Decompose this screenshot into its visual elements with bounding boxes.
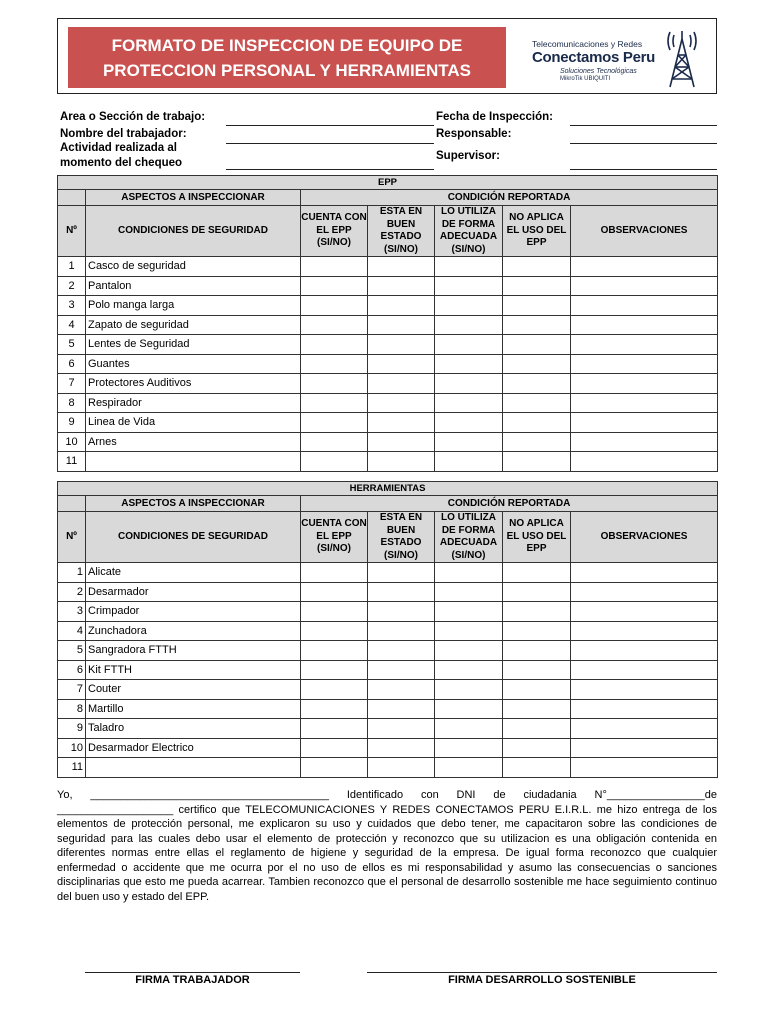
form-title-line2: PROTECCION PERSONAL Y HERRAMIENTAS [102, 60, 472, 80]
observaciones-cell[interactable] [571, 719, 718, 739]
row-item: Couter [86, 680, 301, 700]
actividad-label-2: momento del chequeo [60, 157, 183, 169]
responsable-field[interactable] [570, 143, 717, 144]
observaciones-cell[interactable] [571, 296, 718, 316]
observaciones-cell[interactable] [571, 452, 718, 472]
estado-cell[interactable] [368, 582, 435, 602]
herramientas-cuenta-header: CUENTA CON EL EPP (SI/NO) [301, 512, 368, 563]
table-row [58, 641, 718, 661]
row-item: Kit FTTH [86, 660, 301, 680]
nombre-label: Nombre del trabajador: [60, 128, 187, 140]
row-item [86, 452, 301, 472]
table-row [58, 660, 718, 680]
row-number: 7 [58, 680, 86, 700]
observaciones-cell[interactable] [571, 276, 718, 296]
certification-body: ___________________ certifico que TELECOMUNICACIONES Y REDES CONECTAMOS PERU E.I.R.L. me hizo entrega de los elementos de protección personal, me explicaron su uso y cuidados que debo tener, me capacitaron sobre las condiciones de seguridad para las cuales debo usar el elemento de protección y reconozco que su utilizacion es una obligación contenida en diferentes normas entre ellas el reglamento de higiene y seguridad de la empresa. De igual forma reconozco que cualquier enfermedad o accidente que me ocurra por el no uso de ellos es mi responsabilidad y asumo las consecuencias o sanciones disciplinarias que esto me pueda acarrear. Tambien reconozco que el personal de desarrollo sostenible me hace seguimiento continuo del buen uso y estado del EPP. [57, 803, 717, 903]
aplica-cell[interactable] [503, 413, 571, 433]
certification-text [57, 788, 717, 904]
firma-desarrollo-label: FIRMA DESARROLLO SOSTENIBLE [448, 974, 636, 986]
epp-utiliza-header: LO UTILIZA DE FORMA ADECUADA (SI/NO) [435, 206, 503, 257]
observaciones-cell[interactable] [571, 582, 718, 602]
herramientas-condiciones-header: CONDICIONES DE SEGURIDAD [86, 512, 301, 563]
epp-cuenta-header: CUENTA CON EL EPP (SI/NO) [301, 206, 368, 257]
utiliza-cell[interactable] [435, 296, 503, 316]
cuenta-cell[interactable] [301, 296, 368, 316]
actividad-field[interactable] [226, 169, 434, 170]
aplica-cell[interactable] [503, 602, 571, 622]
epp-observaciones-header: OBSERVACIONES [571, 206, 718, 257]
table-row [58, 602, 718, 622]
table-row [58, 452, 718, 472]
row-number: 11 [58, 452, 86, 472]
certification-line1: Yo, _______________________________________ Identificado con DNI de ciudadania N°________________de [57, 789, 717, 801]
row-number: 1 [58, 563, 86, 583]
utiliza-cell[interactable] [435, 354, 503, 374]
row-item [86, 758, 301, 778]
cuenta-cell[interactable] [301, 315, 368, 335]
aplica-cell[interactable] [503, 719, 571, 739]
aplica-cell[interactable] [503, 582, 571, 602]
estado-cell[interactable] [368, 296, 435, 316]
cuenta-cell[interactable] [301, 758, 368, 778]
aplica-cell[interactable] [503, 660, 571, 680]
herramientas-section-title: HERRAMIENTAS [58, 482, 718, 496]
table-row [58, 315, 718, 335]
table-row [58, 413, 718, 433]
row-item: Zunchadora [86, 621, 301, 641]
fecha-field[interactable] [570, 125, 717, 126]
estado-cell[interactable] [368, 602, 435, 622]
logo-line3: Soluciones Tecnológicas [560, 68, 637, 75]
utiliza-cell[interactable] [435, 582, 503, 602]
estado-cell[interactable] [368, 738, 435, 758]
estado-cell[interactable] [368, 354, 435, 374]
logo-line1: Telecomunicaciones y Redes [532, 39, 643, 49]
table-row [58, 680, 718, 700]
cuenta-cell[interactable] [301, 257, 368, 277]
utiliza-cell[interactable] [435, 452, 503, 472]
row-item: Casco de seguridad [86, 257, 301, 277]
utiliza-cell[interactable] [435, 758, 503, 778]
estado-cell[interactable] [368, 621, 435, 641]
row-number: 8 [58, 393, 86, 413]
row-item: Lentes de Seguridad [86, 335, 301, 355]
row-number: 10 [58, 738, 86, 758]
row-item: Respirador [86, 393, 301, 413]
row-number: 6 [58, 354, 86, 374]
observaciones-cell[interactable] [571, 413, 718, 433]
row-item: Crimpador [86, 602, 301, 622]
aplica-cell[interactable] [503, 699, 571, 719]
logo-line4: MikroTik UBIQUITI [560, 76, 611, 82]
firma-trabajador-label: FIRMA TRABAJADOR [135, 974, 250, 986]
actividad-label-1: Actividad realizada al [60, 142, 177, 154]
estado-cell[interactable] [368, 335, 435, 355]
estado-cell[interactable] [368, 660, 435, 680]
aplica-cell[interactable] [503, 563, 571, 583]
estado-cell[interactable] [368, 257, 435, 277]
row-item: Protectores Auditivos [86, 374, 301, 394]
aplica-cell[interactable] [503, 374, 571, 394]
table-row [58, 699, 718, 719]
herramientas-condicion-header: CONDICIÓN REPORTADA [301, 496, 718, 512]
row-number: 9 [58, 719, 86, 739]
supervisor-field[interactable] [570, 169, 717, 170]
herramientas-observaciones-header: OBSERVACIONES [571, 512, 718, 563]
cuenta-cell[interactable] [301, 699, 368, 719]
aplica-cell[interactable] [503, 680, 571, 700]
table-row [58, 354, 718, 374]
epp-section-title: EPP [58, 176, 718, 190]
observaciones-cell[interactable] [571, 621, 718, 641]
header [57, 18, 717, 94]
observaciones-cell[interactable] [571, 393, 718, 413]
aplica-cell[interactable] [503, 296, 571, 316]
cuenta-cell[interactable] [301, 660, 368, 680]
row-number: 10 [58, 432, 86, 452]
utiliza-cell[interactable] [435, 621, 503, 641]
row-number: 11 [58, 758, 86, 778]
cuenta-cell[interactable] [301, 354, 368, 374]
cuenta-cell[interactable] [301, 563, 368, 583]
cuenta-cell[interactable] [301, 393, 368, 413]
observaciones-cell[interactable] [571, 563, 718, 583]
observaciones-cell[interactable] [571, 660, 718, 680]
logo-line2: Conectamos Peru [532, 49, 656, 66]
area-field[interactable] [226, 125, 434, 126]
herramientas-estado-header: ESTA EN BUEN ESTADO (SI/NO) [368, 512, 435, 563]
row-number: 3 [58, 296, 86, 316]
estado-cell[interactable] [368, 413, 435, 433]
row-item: Desarmador Electrico [86, 738, 301, 758]
utiliza-cell[interactable] [435, 641, 503, 661]
row-item: Linea de Vida [86, 413, 301, 433]
area-label: Area o Sección de trabajo: [60, 111, 206, 123]
cuenta-cell[interactable] [301, 452, 368, 472]
table-row [58, 276, 718, 296]
nombre-field[interactable] [226, 143, 434, 144]
table-row [58, 738, 718, 758]
cuenta-cell[interactable] [301, 680, 368, 700]
observaciones-cell[interactable] [571, 432, 718, 452]
row-item: Alicate [86, 563, 301, 583]
epp-aspectos-header: ASPECTOS A INSPECCIONAR [86, 190, 301, 206]
row-number: 8 [58, 699, 86, 719]
utiliza-cell[interactable] [435, 335, 503, 355]
table-row [58, 335, 718, 355]
utiliza-cell[interactable] [435, 432, 503, 452]
observaciones-cell[interactable] [571, 315, 718, 335]
aplica-cell[interactable] [503, 335, 571, 355]
cuenta-cell[interactable] [301, 719, 368, 739]
herramientas-aplica-header: NO APLICA EL USO DEL EPP [503, 512, 571, 563]
utiliza-cell[interactable] [435, 374, 503, 394]
cuenta-cell[interactable] [301, 413, 368, 433]
row-item: Pantalon [86, 276, 301, 296]
aplica-cell[interactable] [503, 641, 571, 661]
table-row [58, 621, 718, 641]
utiliza-cell[interactable] [435, 738, 503, 758]
fecha-label: Fecha de Inspección: [436, 111, 553, 123]
utiliza-cell[interactable] [435, 315, 503, 335]
supervisor-label: Supervisor: [436, 150, 500, 162]
table-row [58, 393, 718, 413]
utiliza-cell[interactable] [435, 680, 503, 700]
responsable-label: Responsable: [436, 128, 512, 140]
observaciones-cell[interactable] [571, 641, 718, 661]
aplica-cell[interactable] [503, 758, 571, 778]
aplica-cell[interactable] [503, 621, 571, 641]
observaciones-cell[interactable] [571, 738, 718, 758]
cuenta-cell[interactable] [301, 641, 368, 661]
herramientas-aspectos-header: ASPECTOS A INSPECCIONAR [86, 496, 301, 512]
form-title-line1: FORMATO DE INSPECCION DE EQUIPO DE [111, 35, 463, 55]
utiliza-cell[interactable] [435, 257, 503, 277]
utiliza-cell[interactable] [435, 276, 503, 296]
observaciones-cell[interactable] [571, 374, 718, 394]
utiliza-cell[interactable] [435, 413, 503, 433]
row-number: 5 [58, 335, 86, 355]
cuenta-cell[interactable] [301, 432, 368, 452]
row-item: Guantes [86, 354, 301, 374]
utiliza-cell[interactable] [435, 393, 503, 413]
aplica-cell[interactable] [503, 432, 571, 452]
estado-cell[interactable] [368, 699, 435, 719]
cuenta-cell[interactable] [301, 621, 368, 641]
estado-cell[interactable] [368, 719, 435, 739]
estado-cell[interactable] [368, 758, 435, 778]
aplica-cell[interactable] [503, 315, 571, 335]
estado-cell[interactable] [368, 432, 435, 452]
observaciones-cell[interactable] [571, 758, 718, 778]
epp-condicion-header: CONDICIÓN REPORTADA [301, 190, 718, 206]
aplica-cell[interactable] [503, 738, 571, 758]
epp-estado-header: ESTA EN BUEN ESTADO (SI/NO) [368, 206, 435, 257]
aplica-cell[interactable] [503, 257, 571, 277]
table-row [58, 719, 718, 739]
table-row [58, 582, 718, 602]
row-item: Martillo [86, 699, 301, 719]
epp-condiciones-header: CONDICIONES DE SEGURIDAD [86, 206, 301, 257]
estado-cell[interactable] [368, 680, 435, 700]
row-number: 4 [58, 621, 86, 641]
observaciones-cell[interactable] [571, 699, 718, 719]
herramientas-table [57, 481, 718, 778]
utiliza-cell[interactable] [435, 563, 503, 583]
utiliza-cell[interactable] [435, 719, 503, 739]
observaciones-cell[interactable] [571, 257, 718, 277]
cuenta-cell[interactable] [301, 374, 368, 394]
herramientas-utiliza-header: LO UTILIZA DE FORMA ADECUADA (SI/NO) [435, 512, 503, 563]
row-number: 2 [58, 582, 86, 602]
company-logo [532, 25, 712, 89]
form-title [68, 27, 506, 88]
epp-blank-cell [58, 190, 86, 206]
row-number: 1 [58, 257, 86, 277]
row-number: 6 [58, 660, 86, 680]
aplica-cell[interactable] [503, 354, 571, 374]
aplica-cell[interactable] [503, 276, 571, 296]
cuenta-cell[interactable] [301, 276, 368, 296]
table-row [58, 257, 718, 277]
utiliza-cell[interactable] [435, 660, 503, 680]
herramientas-blank-cell [58, 496, 86, 512]
cuenta-cell[interactable] [301, 335, 368, 355]
table-row [58, 432, 718, 452]
estado-cell[interactable] [368, 452, 435, 472]
estado-cell[interactable] [368, 315, 435, 335]
row-number: 5 [58, 641, 86, 661]
cuenta-cell[interactable] [301, 738, 368, 758]
utiliza-cell[interactable] [435, 602, 503, 622]
row-item: Sangradora FTTH [86, 641, 301, 661]
row-item: Desarmador [86, 582, 301, 602]
firma-trabajador-line[interactable] [85, 972, 300, 973]
row-item: Polo manga larga [86, 296, 301, 316]
row-item: Taladro [86, 719, 301, 739]
observaciones-cell[interactable] [571, 354, 718, 374]
observaciones-cell[interactable] [571, 602, 718, 622]
row-number: 9 [58, 413, 86, 433]
estado-cell[interactable] [368, 563, 435, 583]
row-item: Zapato de seguridad [86, 315, 301, 335]
aplica-cell[interactable] [503, 393, 571, 413]
estado-cell[interactable] [368, 393, 435, 413]
cuenta-cell[interactable] [301, 582, 368, 602]
table-row [58, 758, 718, 778]
row-number: 7 [58, 374, 86, 394]
row-number: 2 [58, 276, 86, 296]
observaciones-cell[interactable] [571, 680, 718, 700]
herramientas-no-header: Nº [58, 512, 86, 563]
epp-aplica-header: NO APLICA EL USO DEL EPP [503, 206, 571, 257]
row-item: Arnes [86, 432, 301, 452]
observaciones-cell[interactable] [571, 335, 718, 355]
row-number: 3 [58, 602, 86, 622]
row-number: 4 [58, 315, 86, 335]
estado-cell[interactable] [368, 276, 435, 296]
table-row [58, 374, 718, 394]
estado-cell[interactable] [368, 641, 435, 661]
table-row [58, 563, 718, 583]
epp-no-header: Nº [58, 206, 86, 257]
cuenta-cell[interactable] [301, 602, 368, 622]
aplica-cell[interactable] [503, 452, 571, 472]
antenna-tower-icon [652, 27, 712, 89]
epp-table [57, 175, 718, 472]
table-row [58, 296, 718, 316]
utiliza-cell[interactable] [435, 699, 503, 719]
firma-desarrollo-line[interactable] [367, 972, 717, 973]
estado-cell[interactable] [368, 374, 435, 394]
